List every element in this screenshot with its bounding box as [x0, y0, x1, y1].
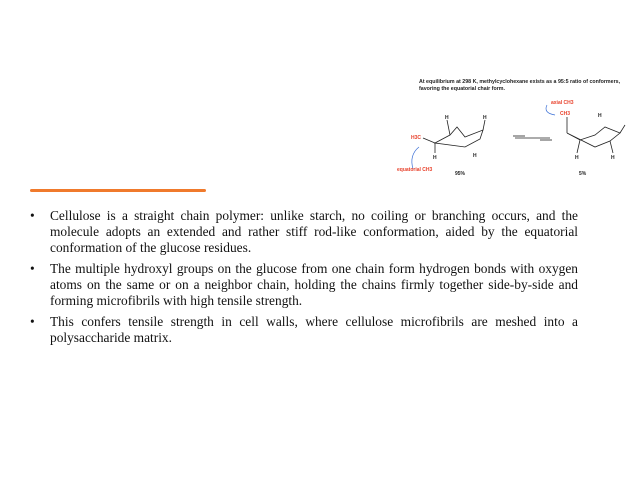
h-label: H [483, 115, 487, 121]
bullet-text: The multiple hydroxyl groups on the glucose from one chain form hydrogen bonds with oxygen atoms on the same or on a neighbor chain, holding the chains firmly together side-by-side and forming microfibrils with high tensile strength. [50, 261, 578, 308]
h-label: H [433, 155, 437, 161]
bullet-icon: • [30, 261, 35, 276]
left-percent: 95% [455, 171, 466, 177]
h-label: H [473, 153, 477, 159]
h-label: H [445, 115, 449, 121]
h-label: H [598, 113, 602, 119]
bullet-text: This confers tensile strength in cell walls, where cellulose microfibrils are meshed into a polysaccharide matrix. [50, 314, 578, 345]
h-label: H [575, 155, 579, 161]
h-label: H [611, 155, 615, 161]
bullet-item [30, 208, 578, 256]
bullet-item [30, 261, 578, 309]
bullet-icon: • [30, 208, 35, 223]
bullet-list [30, 208, 578, 351]
bullet-icon: • [30, 314, 35, 329]
figure-caption: At equilibrium at 298 K, methylcyclohexane exists as a 95:5 ratio of conformers, favoring the equatorial chair form. [419, 79, 621, 92]
bullet-text: Cellulose is a straight chain polymer: unlike starch, no coiling or branching occurs, and the molecule adopts an extended and rather stiff rod-like conformation, aided by the equatorial conformation of the glucose residues. [50, 208, 578, 255]
equatorial-label: equatorial CH3 [397, 167, 433, 173]
right-percent: 5% [579, 171, 587, 177]
chair-conformers-diagram [395, 75, 635, 190]
methylcyclohexane-figure [395, 75, 635, 190]
h3c-label: H3C [411, 135, 422, 141]
bullet-item [30, 314, 578, 346]
accent-rule [30, 189, 206, 192]
ch3-label: CH3 [560, 111, 571, 117]
axial-label: axial CH3 [551, 100, 574, 106]
